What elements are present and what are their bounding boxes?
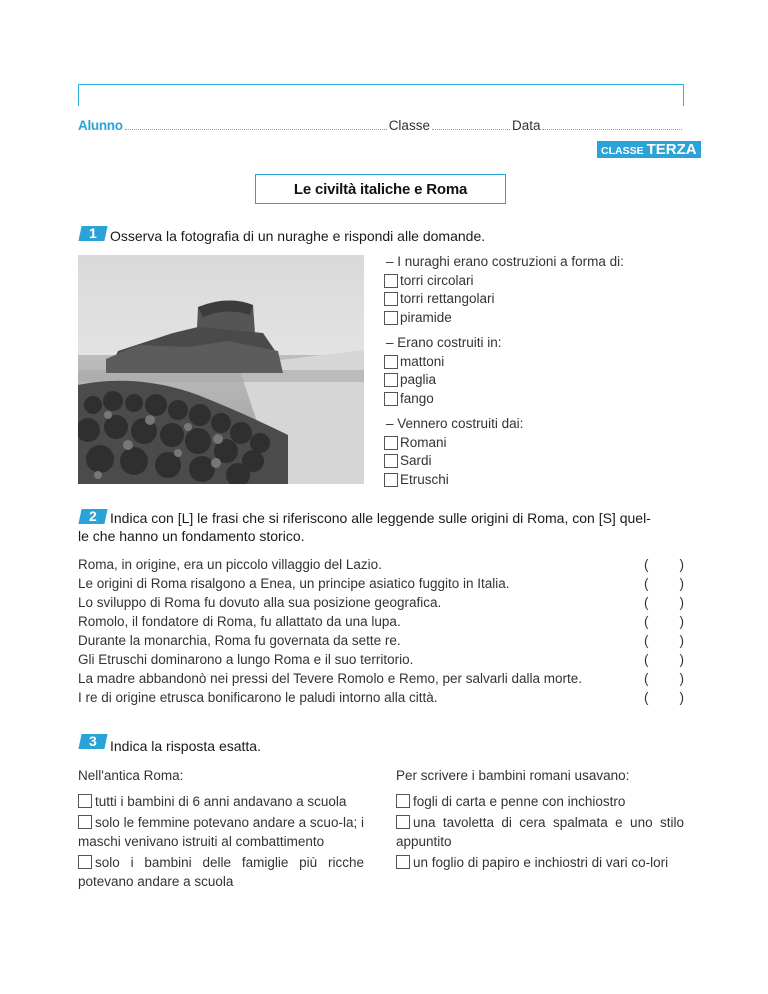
- question-3-heading: Indica la risposta esatta.: [110, 738, 261, 754]
- statement-text: La madre abbandonò nei pressi del Tevere Romolo e Remo, per salvarli dalla morte.: [78, 671, 583, 686]
- option-label: torri rettangolari: [400, 291, 495, 306]
- option-group-intro: – Erano costruiti in:: [386, 335, 502, 350]
- page-title: Le civiltà italiche e Roma: [255, 174, 506, 204]
- answer-checkbox[interactable]: [396, 794, 410, 808]
- question-number-2: 2: [78, 509, 107, 524]
- statement-row: [78, 612, 684, 631]
- option-label: fogli di carta e penne con inchiostro: [413, 794, 626, 809]
- answer-checkbox[interactable]: [384, 436, 398, 450]
- option-label: piramide: [400, 309, 452, 325]
- column-intro: Nell'antica Roma:: [78, 768, 184, 783]
- option-row: [384, 371, 624, 390]
- statement-row: [78, 650, 684, 669]
- option-row: [384, 309, 624, 328]
- statement-text: I re di origine etrusca bonificarono le paludi intorno alla città.: [78, 690, 438, 705]
- option-label: torri circolari: [400, 272, 474, 288]
- statement-row: [78, 555, 684, 574]
- option-group: [384, 334, 624, 408]
- answer-checkbox[interactable]: [384, 473, 398, 487]
- option-label: Etruschi: [400, 471, 449, 487]
- statement-text: Le origini di Roma risalgono a Enea, un principe asiatico fuggito in Italia.: [78, 576, 510, 591]
- answer-option: [78, 853, 364, 891]
- option-group: [384, 253, 624, 327]
- option-label: Sardi: [400, 453, 432, 468]
- answer-slot[interactable]: ( ): [644, 614, 684, 629]
- answer-checkbox[interactable]: [78, 815, 92, 829]
- option-row: [384, 471, 624, 490]
- option-group-intro: – Vennero costruiti dai:: [386, 416, 524, 431]
- option-label: solo le femmine potevano andare a scuo-la; i maschi venivano istruiti al combattimento: [78, 815, 364, 849]
- option-group-intro: – I nuraghi erano costruzioni a forma di:: [386, 254, 624, 269]
- option-label: mattoni: [400, 353, 445, 369]
- answer-checkbox[interactable]: [384, 311, 398, 325]
- option-row: [384, 272, 624, 291]
- option-label: tutti i bambini di 6 anni andavano a scuola: [95, 794, 347, 809]
- column-intro: Per scrivere i bambini romani usavano:: [396, 768, 630, 783]
- option-group: [384, 415, 624, 489]
- answer-option: [396, 813, 684, 851]
- answer-checkbox[interactable]: [384, 355, 398, 369]
- answer-slot[interactable]: ( ): [644, 595, 684, 610]
- answer-checkbox[interactable]: [78, 855, 92, 869]
- answer-slot[interactable]: ( ): [644, 557, 684, 572]
- option-label: paglia: [400, 372, 437, 387]
- option-row: [384, 434, 624, 453]
- nuraghe-photo: [78, 255, 364, 484]
- statement-row: [78, 631, 684, 650]
- statement-row: [78, 574, 684, 593]
- answer-slot[interactable]: ( ): [644, 576, 684, 591]
- option-row: [384, 452, 624, 471]
- answer-checkbox[interactable]: [384, 373, 398, 387]
- alunno-label: Alunno: [78, 118, 123, 133]
- answer-option: [396, 792, 684, 811]
- answer-option: [78, 792, 364, 811]
- statement-text: Lo sviluppo di Roma fu dovuto alla sua posizione geografica.: [78, 595, 442, 610]
- answer-checkbox[interactable]: [396, 815, 410, 829]
- data-label: Data: [511, 118, 541, 133]
- option-label: solo i bambini delle famiglie più ricche potevano andare a scuola: [78, 855, 364, 889]
- class-badge: CLASSE TERZA: [597, 141, 701, 158]
- option-label: una tavoletta di cera spalmata e uno stilo appuntito: [396, 815, 684, 849]
- classe-field[interactable]: [432, 118, 510, 130]
- alunno-field[interactable]: [125, 118, 387, 130]
- statement-row: [78, 669, 684, 688]
- data-field[interactable]: [542, 118, 682, 130]
- answer-checkbox[interactable]: [396, 855, 410, 869]
- answer-slot[interactable]: ( ): [644, 652, 684, 667]
- answer-slot[interactable]: ( ): [644, 671, 684, 686]
- question-1-options: [384, 253, 624, 489]
- option-row: [384, 353, 624, 372]
- statement-text: Roma, in origine, era un piccolo villaggio del Lazio.: [78, 557, 382, 572]
- question-number-3: 3: [78, 734, 107, 749]
- answer-option: [78, 813, 364, 851]
- question-number-1: 1: [78, 226, 107, 241]
- classe-label: Classe: [388, 118, 430, 133]
- question-2-statements: [78, 555, 684, 707]
- answer-checkbox[interactable]: [78, 794, 92, 808]
- statement-text: Gli Etruschi dominarono a lungo Roma e il suo territorio.: [78, 652, 414, 667]
- header-frame: [78, 84, 684, 106]
- statement-text: Durante la monarchia, Roma fu governata da sette re.: [78, 633, 401, 648]
- answer-slot[interactable]: ( ): [644, 633, 684, 648]
- answer-option: [396, 853, 684, 872]
- option-row: [384, 290, 624, 309]
- answer-checkbox[interactable]: [384, 292, 398, 306]
- option-label: Romani: [400, 434, 447, 450]
- question-1-heading: Osserva la fotografia di un nuraghe e rispondi alle domande.: [110, 228, 486, 244]
- option-row: [384, 390, 624, 409]
- question-3-left-column: [78, 766, 364, 893]
- question-2-heading: Indica con [L] le frasi che si riferiscono alle leggende sulle origini di Roma, con [S] quel-: [110, 510, 651, 526]
- answer-checkbox[interactable]: [384, 392, 398, 406]
- student-info-line: [78, 118, 684, 136]
- answer-slot[interactable]: ( ): [644, 690, 684, 705]
- statement-row: [78, 593, 684, 612]
- question-3-right-column: [396, 766, 684, 874]
- question-2-heading-cont: le che hanno un fondamento storico.: [78, 528, 305, 544]
- option-label: un foglio di papiro e inchiostri di vari co-lori: [413, 855, 669, 870]
- answer-checkbox[interactable]: [384, 274, 398, 288]
- statement-row: [78, 688, 684, 707]
- answer-checkbox[interactable]: [384, 454, 398, 468]
- option-label: fango: [400, 390, 434, 406]
- statement-text: Romolo, il fondatore di Roma, fu allattato da una lupa.: [78, 614, 401, 629]
